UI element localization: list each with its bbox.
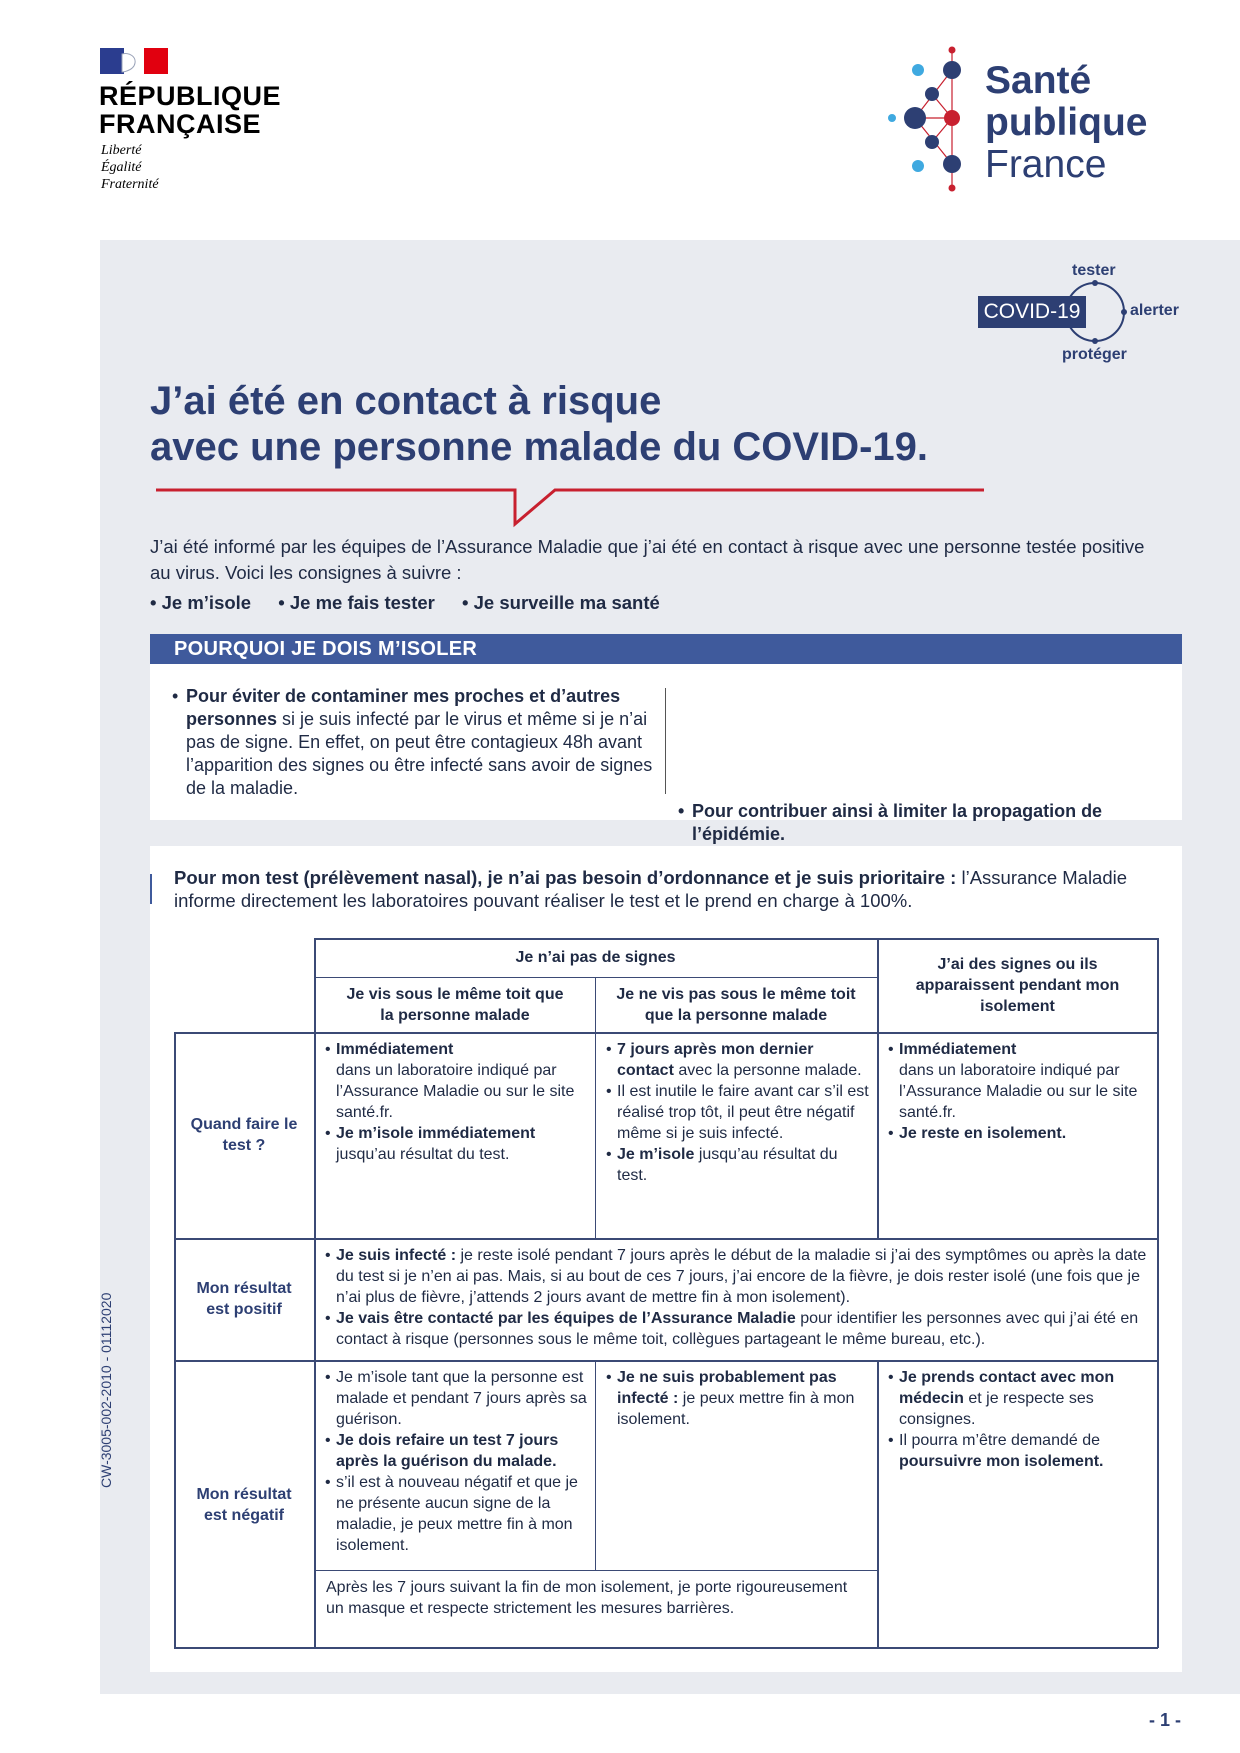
wheel-label-proteger: protéger bbox=[1062, 346, 1127, 363]
cell-bullet: • Je prends contact avec mon médecin et je respecte ses consignes. bbox=[888, 1367, 1150, 1430]
table-line bbox=[174, 1032, 1158, 1034]
republique-francaise-name bbox=[99, 82, 281, 138]
rf-motto-fraternite: Fraternité bbox=[101, 177, 159, 192]
wheel-label-alerter: alerter bbox=[1130, 302, 1179, 319]
table-line bbox=[174, 1360, 1158, 1362]
cell-bullet: • Immédiatement dans un laboratoire indiqué par l’Assurance Maladie ou sur le site santé.fr. bbox=[888, 1039, 1150, 1123]
table-line bbox=[595, 1360, 596, 1570]
sante-publique-dots-logo bbox=[876, 46, 972, 192]
cell-positive-result bbox=[325, 1245, 1151, 1350]
table-line bbox=[1157, 938, 1159, 1648]
table-line bbox=[314, 1570, 877, 1571]
cell-bullet: • Je m’isole immédiatement jusqu’au résultat du test. bbox=[325, 1123, 587, 1165]
rf-motto-liberte: Liberté bbox=[101, 143, 142, 158]
cell-bullet: • Je dois refaire un test 7 jours après la guérison du malade. bbox=[325, 1430, 587, 1472]
cell-bullet: • Je ne suis probablement pas infecté : je peux mettre fin à mon isolement. bbox=[606, 1367, 868, 1430]
table-line bbox=[174, 1032, 176, 1648]
cell-bullet: • Je suis infecté : je reste isolé pendant 7 jours après le début de la maladie si j’ai des symptômes ou après la date du test si je n’en ai pas. Mais, si au bout de ces 7 jours, j’ai encore de la fièvre, je dois rester isolé (une fois que je n’ai plus de fièvre, j’attends 2 jours avant de mettre fin à mon isolement). bbox=[325, 1245, 1151, 1308]
covid19-badge: COVID-19 bbox=[978, 296, 1086, 328]
table-line bbox=[314, 938, 316, 1648]
cell-bullet: • Il pourra m’être demandé de poursuivre mon isolement. bbox=[888, 1430, 1150, 1472]
document-reference: CW-3005-002-2010 - 01112020 bbox=[98, 1292, 114, 1488]
section-heading-isoler: POURQUOI JE DOIS M’ISOLER bbox=[150, 634, 1182, 664]
section-test-accent bbox=[150, 874, 152, 904]
cell-bullet: • s’il est à nouveau négatif et que je ne présente aucun signe de la maladie, je peux mettre fin à mon isolement. bbox=[325, 1472, 587, 1556]
table-line bbox=[174, 1647, 1158, 1649]
cell-bullet: • Je reste en isolement. bbox=[888, 1123, 1150, 1144]
marianne-flag-logo bbox=[100, 48, 168, 74]
header-same-roof: Je vis sous le même toit que la personne malade bbox=[346, 986, 564, 1024]
cell-bullet: • Je vais être contacté par les équipes de l’Assurance Maladie pour identifier les personnes avec qui j’ai été en contact à risque (personnes sous le même toit, collègues partageant le même bureau, etc.). bbox=[325, 1308, 1151, 1350]
cell-bullet: • Je m’isole tant que la personne est malade et pendant 7 jours après sa guérison. bbox=[325, 1367, 587, 1430]
intro-text: J’ai été informé par les équipes de l’Assurance Maladie que j’ai été en contact à risque avec une personne testée positive au virus. Voici les consignes à suivre : bbox=[150, 536, 1145, 583]
cell-bullet: • 7 jours après mon dernier contact avec la personne malade. bbox=[606, 1039, 870, 1081]
cell-bullet: • Immédiatement dans un laboratoire indiqué par l’Assurance Maladie ou sur le site santé.fr. bbox=[325, 1039, 587, 1123]
cell-after-isolation: Après les 7 jours suivant la fin de mon isolement, je porte rigoureusement un masque et respecte strictement les mesures barrières. bbox=[326, 1579, 848, 1617]
isoler-reason-2: • Pour contribuer ainsi à limiter la propagation de l’épidémie. bbox=[678, 800, 1162, 846]
table-line bbox=[877, 938, 879, 1238]
spf-line1: Santé bbox=[985, 59, 1092, 102]
row-label-when-test: Quand faire le test ? bbox=[190, 1116, 298, 1154]
intro-bullet: • Je surveille ma santé bbox=[462, 592, 660, 613]
isoler-reason-1: • Pour éviter de contaminer mes proches et d’autres personnes si je suis infecté par le virus et même si je n’ai pas de signe. En effet, on peut être contagieux 48h avant l’apparition des signes ou être infecté sans avoir de signes de la maladie. bbox=[172, 685, 676, 800]
row-label-negative: Mon résultat est négatif bbox=[196, 1486, 292, 1524]
section-divider bbox=[665, 688, 666, 794]
table-line bbox=[595, 977, 596, 1238]
spf-line3: France bbox=[985, 143, 1107, 186]
cell-bullet: • Je m’isole jusqu’au résultat du test. bbox=[606, 1144, 870, 1186]
intro-bullets bbox=[150, 592, 682, 614]
cell-negative-not-same-roof bbox=[606, 1367, 868, 1430]
row-label-positive: Mon résultat est positif bbox=[196, 1280, 292, 1318]
table-line bbox=[174, 1238, 1158, 1240]
title-line1: J’ai été en contact à risque bbox=[150, 379, 662, 423]
table-line bbox=[314, 938, 1158, 940]
cell-negative-has-signs bbox=[888, 1367, 1150, 1472]
page-number: - 1 - bbox=[1149, 1710, 1182, 1730]
cell-negative-same-roof bbox=[325, 1367, 587, 1556]
header-not-same-roof: Je ne vis pas sous le même toit que la personne malade bbox=[616, 986, 856, 1024]
cell-when-same-roof bbox=[325, 1039, 587, 1165]
test-intro: Pour mon test (prélèvement nasal), je n’ai pas besoin d’ordonnance et je suis prioritaire : l’Assurance Maladie informe directement les laboratoires pouvant réaliser le test et le prend en charge à 100%. bbox=[174, 867, 1128, 911]
page-title bbox=[150, 378, 928, 470]
cell-when-not-same-roof bbox=[606, 1039, 870, 1186]
spf-line2: publique bbox=[985, 101, 1148, 144]
title-line2: avec une personne malade du COVID-19. bbox=[150, 425, 929, 469]
cell-when-has-signs bbox=[888, 1039, 1150, 1144]
intro-bullet: • Je me fais tester bbox=[278, 592, 435, 613]
wheel-label-tester: tester bbox=[1072, 262, 1116, 279]
rf-name-line1: RÉPUBLIQUE bbox=[99, 81, 282, 111]
cell-bullet: • Il est inutile le faire avant car s’il est réalisé trop tôt, il peut être négatif même si je suis infecté. bbox=[606, 1081, 870, 1144]
sante-publique-france-name bbox=[985, 60, 1147, 186]
header-no-signs: Je n’ai pas de signes bbox=[515, 949, 676, 966]
speech-bubble-rule bbox=[150, 478, 990, 528]
table-line bbox=[877, 1360, 879, 1648]
rf-motto-egalite: Égalité bbox=[101, 160, 142, 175]
header-has-signs: J’ai des signes ou ils apparaissent pendant mon isolement bbox=[915, 956, 1120, 1015]
rf-motto bbox=[101, 142, 159, 193]
intro-bullet: • Je m’isole bbox=[150, 592, 252, 613]
rf-name-line2: FRANÇAISE bbox=[99, 109, 262, 139]
